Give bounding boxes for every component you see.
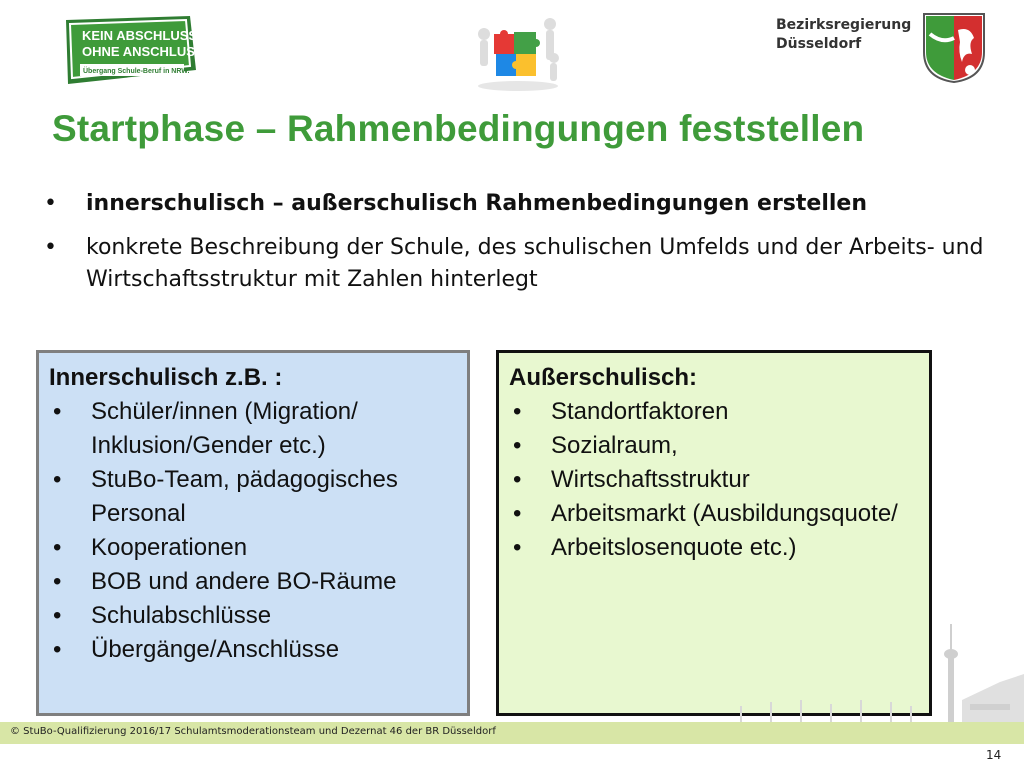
list-item: • Schüler/innen (Migration/ Inklusion/Gender etc.) xyxy=(49,395,457,463)
logo-tagline: Übergang Schule-Beruf in NRW. xyxy=(83,68,190,75)
list-item-text: Arbeitslosenquote etc.) xyxy=(551,534,797,561)
logo-line2: OHNE ANSCHLUSS xyxy=(82,44,200,59)
nrw-crest-icon xyxy=(922,12,986,84)
logo-line1: KEIN ABSCHLUSS xyxy=(82,28,198,43)
duesseldorf-skyline-decoration xyxy=(700,620,1024,724)
bullet-text: innerschulisch – außerschulisch Rahmenbedingungen erstellen xyxy=(86,191,867,216)
list-item-text: Sozialraum, xyxy=(551,432,678,459)
slide-title: Startphase – Rahmenbedingungen feststellen xyxy=(52,108,865,149)
bullet-text: konkrete Beschreibung der Schule, des schulischen Umfelds und der Arbeits- und Wirtschaftsstruktur mit Zahlen hinterlegt xyxy=(86,235,984,292)
bullet-item xyxy=(44,232,1004,296)
list-item: • Arbeitsmarkt (Ausbildungsquote/ xyxy=(509,497,919,531)
list-item-text: Schüler/innen (Migration/ Inklusion/Gender etc.) xyxy=(91,398,358,459)
box-title: Außerschulisch: xyxy=(509,364,698,391)
list-item-text: StuBo-Team, pädagogisches Personal xyxy=(91,466,398,527)
list-item-text: Kooperationen xyxy=(91,534,248,561)
footer-copyright: © StuBo-Qualifizierung 2016/17 Schulamtsmoderationsteam und Dezernat 46 der BR Düsseldorf xyxy=(10,726,496,737)
list-item-text: Arbeitsmarkt (Ausbildungsquote/ xyxy=(551,500,898,527)
main-bullet-list xyxy=(44,188,1004,308)
bullet-item xyxy=(44,188,1004,220)
government-label xyxy=(776,16,916,54)
list-item: • Sozialraum, xyxy=(509,429,919,463)
list-item: • Wirtschaftsstruktur xyxy=(509,463,919,497)
list-item-text: Standortfaktoren xyxy=(551,398,729,425)
list-item: • Schulabschlüsse xyxy=(49,599,457,633)
kein-abschluss-logo xyxy=(58,14,200,88)
gov-line1: Bezirksregierung xyxy=(776,17,912,33)
list-item-text: Schulabschlüsse xyxy=(91,602,272,629)
bullet-dot: • xyxy=(44,191,57,216)
list-item: • BOB und andere BO-Räume xyxy=(49,565,457,599)
gov-line2: Düsseldorf xyxy=(776,36,862,52)
list-item: • Arbeitslosenquote etc.) xyxy=(509,531,919,565)
page-number: 14 xyxy=(986,748,1002,762)
bullet-dot: • xyxy=(44,235,57,260)
list-item: • Übergänge/Anschlüsse xyxy=(49,633,457,667)
list-item: • Kooperationen xyxy=(49,531,457,565)
list-item-text: Wirtschaftsstruktur xyxy=(551,466,750,493)
list-item: • StuBo-Team, pädagogisches Personal xyxy=(49,463,457,531)
list-item: • Standortfaktoren xyxy=(509,395,919,429)
list-item-text: BOB und andere BO-Räume xyxy=(91,568,397,595)
innerschulisch-box xyxy=(36,350,470,716)
list-item-text: Übergänge/Anschlüsse xyxy=(91,636,340,663)
puzzle-people-illustration xyxy=(468,10,568,92)
box-title: Innerschulisch z.B. : xyxy=(49,364,283,391)
